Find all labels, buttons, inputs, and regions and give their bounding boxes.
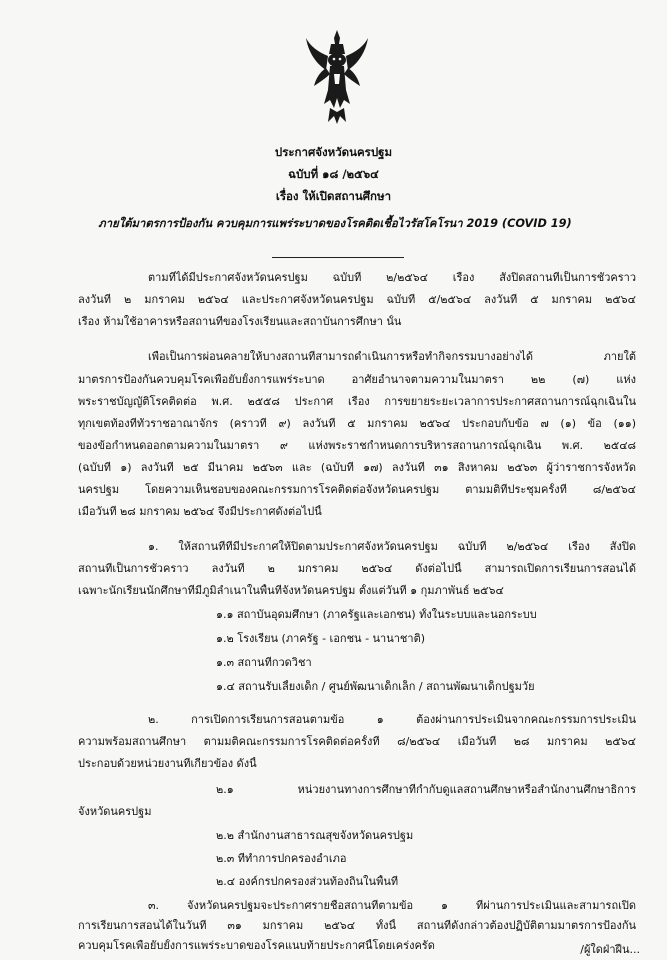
announcement-title: ประกาศจังหวัดนครปฐม	[274, 145, 393, 159]
clause-3-line: ๓. จังหวัดนครปฐมจะประกาศรายชื่อสถานที่ตามข้อ ๑ ที่ผ่านการประเมินและสามารถเปิด	[148, 899, 636, 912]
announcement-number: ฉบับที่ ๑๘ /๒๕๖๔	[288, 167, 379, 181]
paragraph-2-line: เพื่อเป็นการผ่อนคลายให้บางสถานที่สามารถดำเนินการหรือทำกิจกรรมบางอย่างได้ ภายใต้	[148, 350, 636, 363]
list-item: ๑.๓ สถานที่กวดวิชา	[216, 656, 312, 669]
paragraph-2-line: ของข้อกำหนดออกตามความในมาตรา ๙ แห่งพระราชกำหนดการบริหารสถานการณ์ฉุกเฉิน พ.ศ. ๒๕๔๘	[78, 439, 636, 452]
continued-marker: /ผู้ใดฝ่าฝืน...	[580, 943, 640, 956]
clause-2-line: ประกอบด้วยหน่วยงานที่เกี่ยวข้อง ดังนี้	[78, 757, 257, 770]
paragraph-2-line: (ฉบับที่ ๑) ลงวันที่ ๒๕ มีนาคม ๒๕๖๓ และ (ฉบับที่ ๑๗) ลงวันที่ ๓๑ สิงหาคม ๒๕๖๓ ผู้ว่าราชการจังหวัด	[78, 461, 636, 474]
clause-1-line: สถานที่เป็นการชั่วคราว ลงวันที่ ๒ มกราคม ๒๕๖๔ ดังต่อไปนี้ สามารถเปิดการเรียนการสอนได้	[78, 562, 636, 575]
list-item-continued: จังหวัดนครปฐม	[78, 805, 152, 818]
list-item: ๒.๔ องค์กรปกครองส่วนท้องถิ่นในพื้นที่	[216, 875, 399, 888]
clause-2-line: ความพร้อมสถานศึกษา ตามมติคณะกรรมการโรคติดต่อครั้งที่ ๘/๒๕๖๔ เมื่อวันที่ ๒๘ มกราคม ๒๕๖๔	[78, 735, 636, 748]
list-item: ๒.๒ สำนักงานสาธารณสุขจังหวัดนครปฐม	[216, 829, 414, 842]
clause-3-line: การเรียนการสอนได้ในวันที่ ๓๑ มกราคม ๒๕๖๔ ทั้งนี้ สถานที่ดังกล่าวต้องปฏิบัติตามมาตรการป้องกัน	[78, 919, 636, 932]
paragraph-2-line: มาตรการป้องกันควบคุมโรคเพื่อยับยั้งการแพร่ระบาด อาศัยอำนาจตามความในมาตรา ๒๒ (๗) แห่ง	[78, 373, 636, 386]
clause-1-line: ๑. ให้สถานที่ที่มีประกาศให้ปิดตามประกาศจังหวัดนครปฐม ฉบับที่ ๒/๒๕๖๔ เรื่อง สั่งปิด	[148, 540, 636, 553]
paragraph-2-line: นครปฐม โดยความเห็นชอบของคณะกรรมการโรคติดต่อจังหวัดนครปฐม ตามมติที่ประชุมครั้งที่ ๘/๒๕๖๔	[78, 483, 636, 496]
clause-3-line: ควบคุมโรคเพื่อยับยั้งการแพร่ระบาดของโรคแนบท้ายประกาศนี้โดยเคร่งครัด	[78, 939, 435, 952]
garuda-emblem-icon	[304, 28, 370, 126]
announcement-subject: เรื่อง ให้เปิดสถานศึกษา	[275, 189, 392, 203]
paragraph-2-line: เมื่อวันที่ ๒๘ มกราคม ๒๕๖๔ จึงมีประกาศดังต่อไปนี้	[78, 505, 322, 518]
clause-1-line: เฉพาะนักเรียนนักศึกษาที่มีภูมิลำเนาในพื้นที่จังหวัดนครปฐม ตั้งแต่วันที่ ๑ กุมภาพันธ์ ๒๕๖๔	[78, 584, 504, 597]
announcement-subtitle: ภายใต้มาตรการป้องกัน ควบคุมการแพร่ระบาดของโรคติดเชื้อไวรัสโคโรนา 2019 (COVID 19)	[98, 217, 572, 230]
paragraph-1-line: ตามที่ได้มีประกาศจังหวัดนครปฐม ฉบับที่ ๒/๒๕๖๔ เรื่อง สั่งปิดสถานที่เป็นการชั่วคราว	[148, 271, 636, 284]
header-divider	[272, 257, 404, 258]
list-item: ๑.๔ สถานรับเลี้ยงเด็ก / ศูนย์พัฒนาเด็กเล็ก / สถานพัฒนาเด็กปฐมวัย	[216, 680, 535, 693]
list-item: ๑.๑ สถาบันอุดมศึกษา (ภาครัฐและเอกชน) ทั้งในระบบและนอกระบบ	[216, 608, 537, 621]
clause-2-line: ๒. การเปิดการเรียนการสอนตามข้อ ๑ ต้องผ่านการประเมินจากคณะกรรมการประเมิน	[148, 713, 636, 726]
list-item: ๒.๓ ที่ทำการปกครองอำเภอ	[216, 852, 347, 865]
paragraph-2-line: ทุกเขตท้องที่ทั่วราชอาณาจักร (คราวที่ ๙) ลงวันที่ ๕ มกราคม ๒๕๖๔ ประกอบกับข้อ ๗ (๑) ข้อ (๑๑)	[78, 417, 636, 430]
paragraph-1-line: เรื่อง ห้ามใช้อาคารหรือสถานที่ของโรงเรียนและสถาบันการศึกษา นั้น	[78, 315, 402, 328]
list-item: ๑.๒ โรงเรียน (ภาครัฐ - เอกชน - นานาชาติ)	[216, 632, 426, 645]
paragraph-1-line: ลงวันที่ ๒ มกราคม ๒๕๖๔ และประกาศจังหวัดนครปฐม ฉบับที่ ๕/๒๕๖๔ ลงวันที่ ๕ มกราคม ๒๕๖๔	[78, 293, 636, 306]
paragraph-2-line: พระราชบัญญัติโรคติดต่อ พ.ศ. ๒๕๕๘ ประกาศ เรื่อง การขยายระยะเวลาการประกาศสถานการณ์ฉุกเฉินใน	[78, 395, 636, 408]
list-item: ๒.๑ หน่วยงานทางการศึกษาที่กำกับดูแลสถานศึกษาหรือสำนักงานศึกษาธิการ	[216, 783, 636, 796]
